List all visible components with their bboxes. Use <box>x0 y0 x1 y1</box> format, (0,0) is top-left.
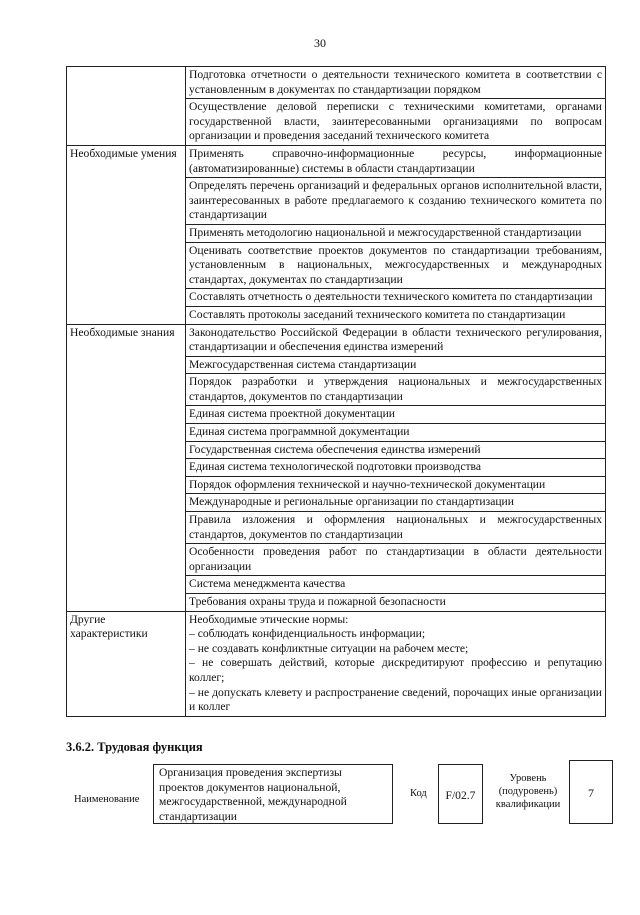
other-cell <box>186 611 606 716</box>
ethics-line: – не допускать клевету и распространение сведений, порочащих иные организации и коллег <box>189 685 602 714</box>
ethics-line: – не совершать действий, которые дискредитируют профессию и репутацию коллег; <box>189 656 602 684</box>
table-cell: Единая система технологической подготовки производства <box>186 459 606 477</box>
table-cell: Осуществление деловой переписки с техническими комитетами, органами государственной власти, заинтересованными организациями по вопросам организации и проведения заседаний технического комитета <box>186 99 606 146</box>
section-title: 3.6.2. Трудовая функция <box>66 740 203 754</box>
table-cell: Особенности проведения работ по стандартизации в области деятельности организации <box>186 544 606 576</box>
table-cell: Порядок оформления технической и научно-технической документации <box>186 476 606 494</box>
table-row <box>67 67 606 99</box>
table-cell: Единая система программной документации <box>186 424 606 442</box>
table-cell: Составлять протоколы заседаний технического комитета по стандартизации <box>186 306 606 324</box>
skills-label: Необходимые умения <box>67 145 186 324</box>
other-label: Другие характеристики <box>67 611 186 716</box>
ethics-line: – не создавать конфликтные ситуации на рабочем месте; <box>189 641 469 655</box>
row-label-empty <box>67 67 186 146</box>
work-function-block <box>0 756 640 836</box>
name-value: Организация проведения экспертизы проектов документов национальной, межгосударственной, международной стандартизации <box>153 764 393 824</box>
table-cell: Применять справочно-информационные ресурсы, информационные (автоматизированные) системы в области стандартизации <box>186 145 606 177</box>
table-row <box>67 145 606 177</box>
table-cell: Законодательство Российской Федерации в области технического регулирования, стандартизации и обеспечения единства измерений <box>186 324 606 356</box>
table-cell: Определять перечень организаций и федеральных органов исполнительной власти, заинтересованных в работе предлагаемого к созданию технического комитета по стандартизации <box>186 178 606 225</box>
name-label: Наименование <box>74 794 140 805</box>
table-row <box>67 611 606 716</box>
table-cell: Правила изложения и оформления национальных и межгосударственных стандартов, документов по стандартизации <box>186 512 606 544</box>
table-row <box>67 324 606 356</box>
table-cell: Международные и региональные организации по стандартизации <box>186 494 606 512</box>
knowledge-label: Необходимые знания <box>67 324 186 611</box>
table-cell: Составлять отчетность о деятельности технического комитета по стандартизации <box>186 289 606 307</box>
table-cell: Требования охраны труда и пожарной безопасности <box>186 594 606 612</box>
table-cell: Оценивать соответствие проектов документов по стандартизации требованиям, установленным в национальных, межгосударственных и международных стандартах, документах по стандартизации <box>186 242 606 289</box>
ethics-line: – соблюдать конфиденциальность информации; <box>189 627 426 641</box>
ethics-heading: Необходимые этические нормы: <box>189 612 349 626</box>
code-value: F/02.7 <box>438 764 483 824</box>
code-label: Код <box>410 788 427 799</box>
table-cell: Межгосударственная система стандартизации <box>186 356 606 374</box>
table-cell: Порядок разработки и утверждения национальных и межгосударственных стандартов, документов по стандартизации <box>186 374 606 406</box>
table-cell: Единая система проектной документации <box>186 406 606 424</box>
page-number: 30 <box>314 36 326 50</box>
requirements-table <box>66 66 606 717</box>
table-cell: Подготовка отчетности о деятельности технического комитета в соответствии с установленным в документах по стандартизации порядком <box>186 67 606 99</box>
table-cell: Государственная система обеспечения единства измерений <box>186 441 606 459</box>
table-cell: Применять методологию национальной и межгосударственной стандартизации <box>186 224 606 242</box>
table-cell: Система менеджмента качества <box>186 576 606 594</box>
level-value: 7 <box>569 760 613 824</box>
level-label: Уровень (подуровень) квалификации <box>495 773 561 810</box>
